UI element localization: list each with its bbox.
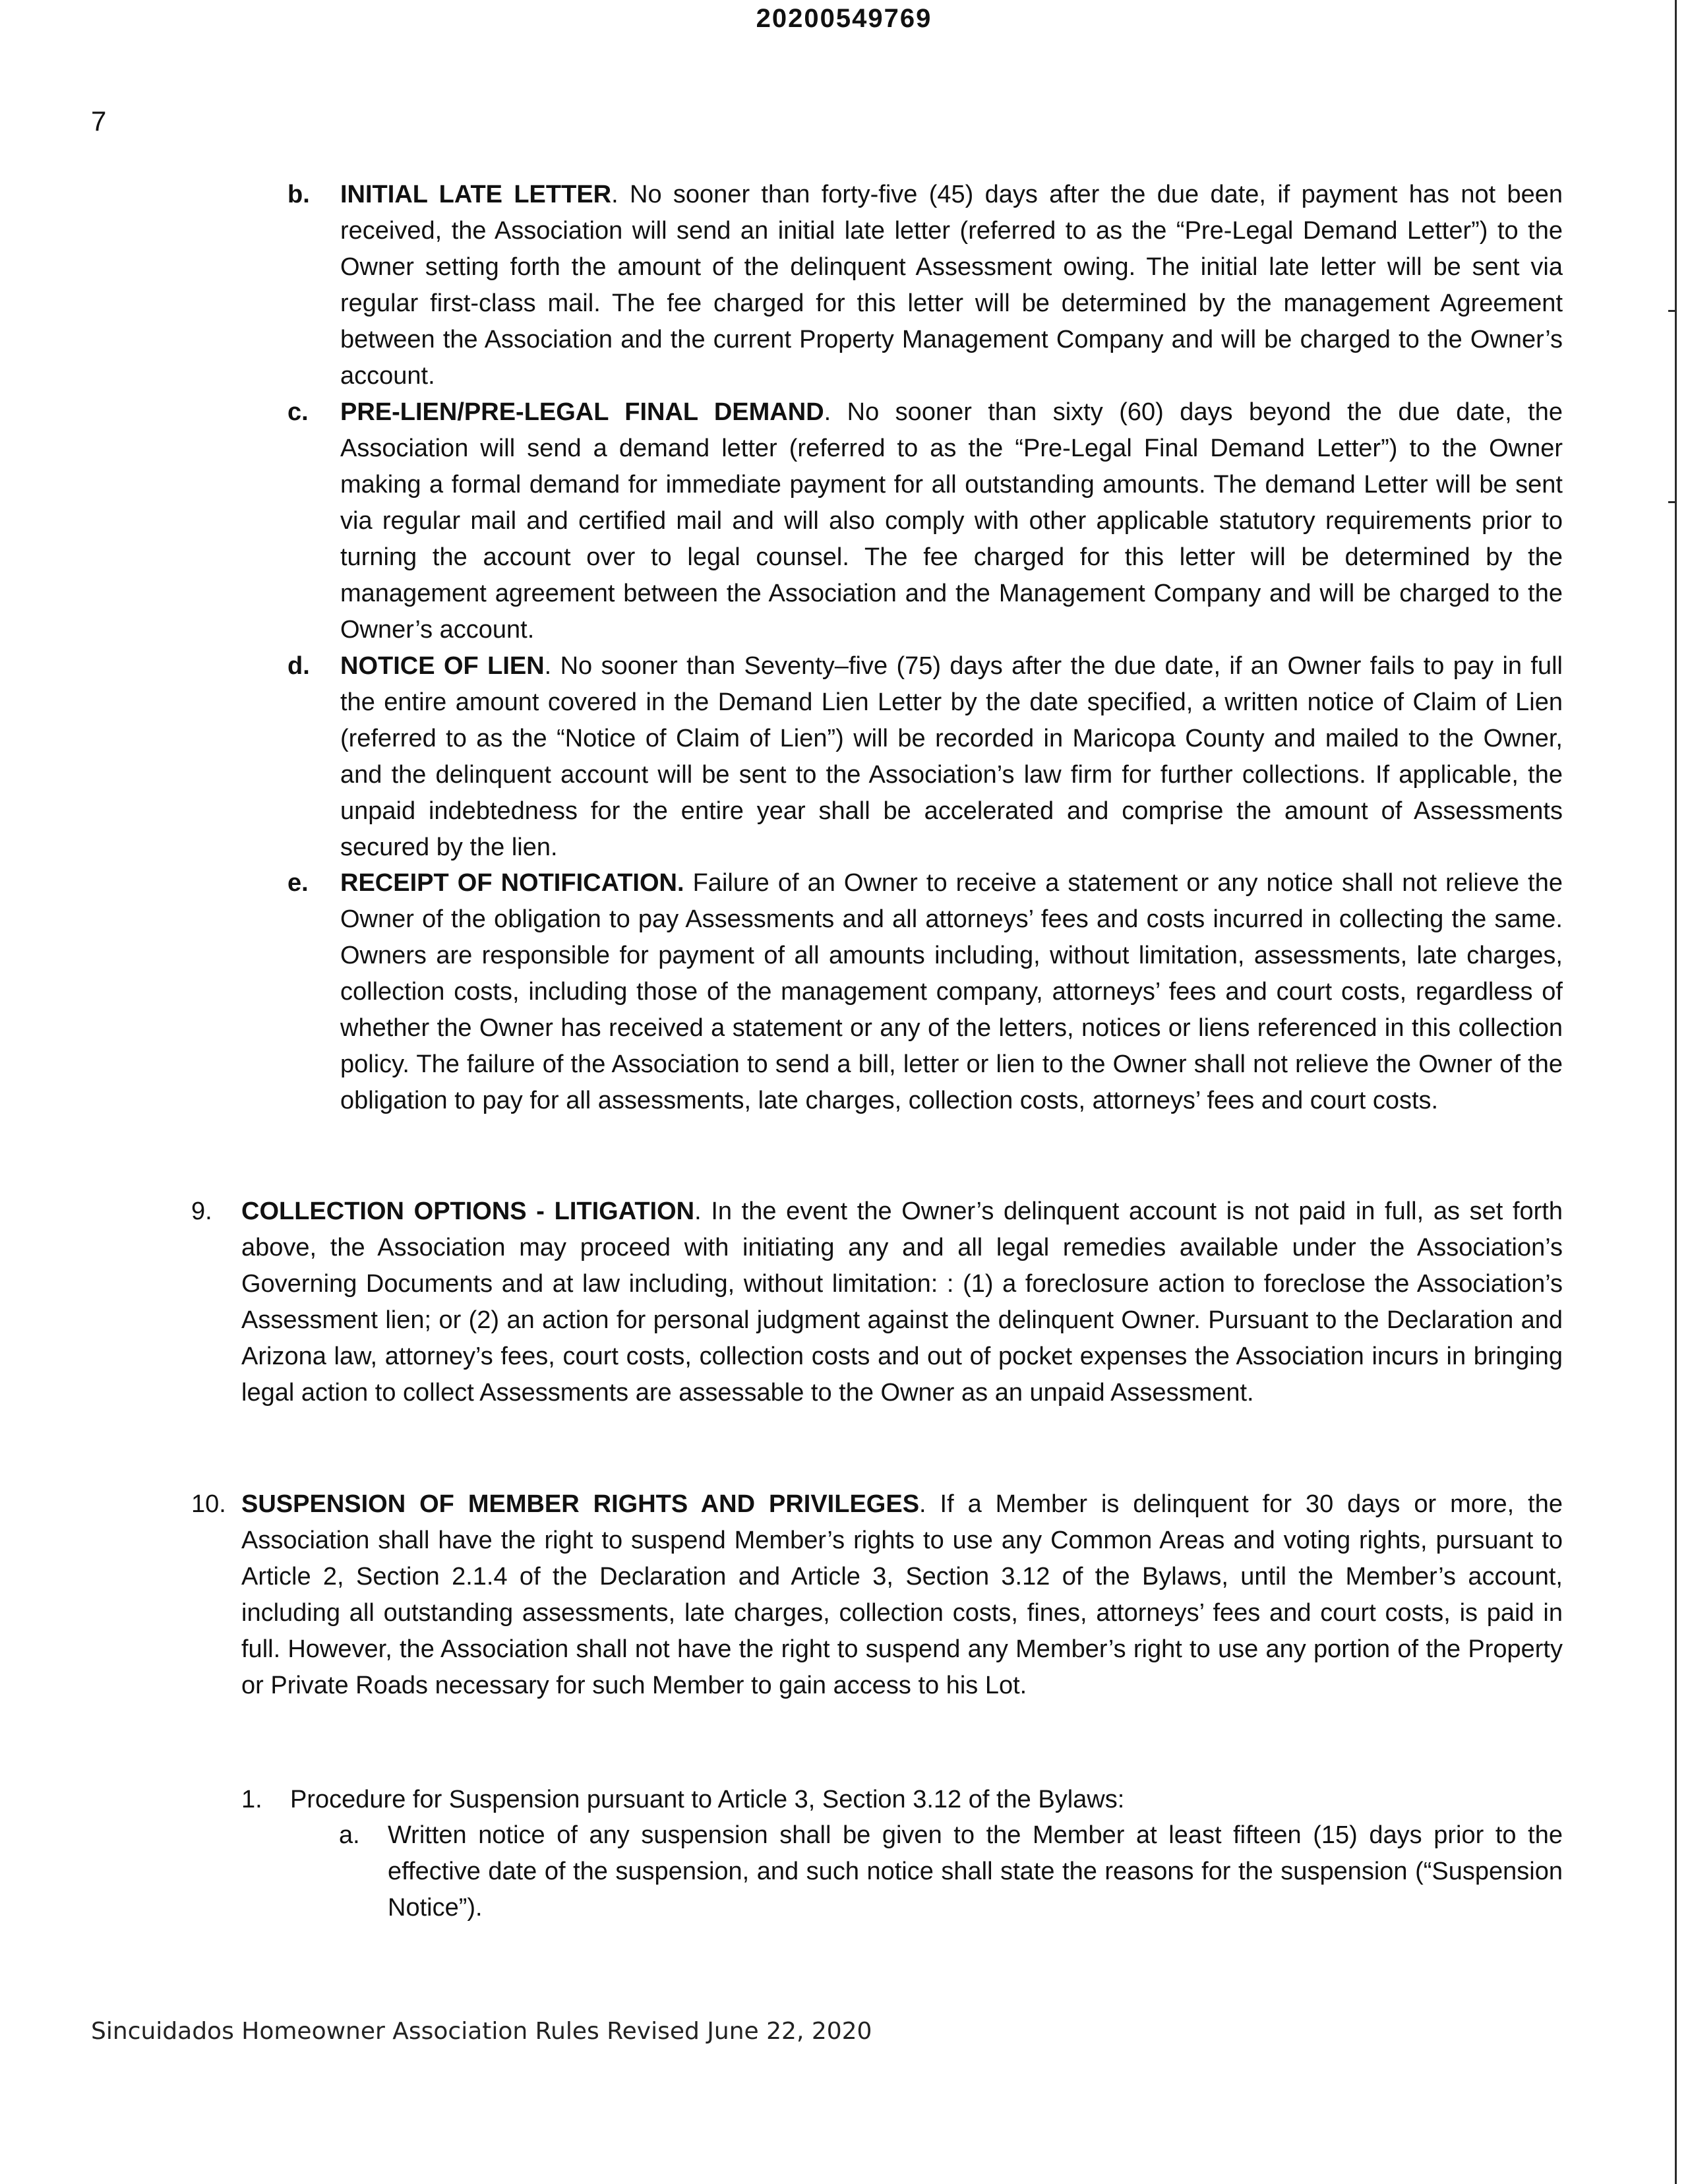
section-heading: SUSPENSION OF MEMBER RIGHTS AND PRIVILEGES (241, 1490, 920, 1518)
scan-edge-mark (1668, 310, 1676, 312)
section-body (241, 1194, 1563, 1411)
item-text: . No sooner than sixty (60) days beyond the due date, the Association will send a demand letter (referred to as the “Pre-Legal Final Demand Letter”) to the Owner making a formal demand for immediate payment for all outstanding amounts. The demand Letter will be sent via regular mail and certified mail and will also comply with other applicable statutory requirements prior to turning the account over to legal counsel. The fee charged for this letter will be determined by the management agreement between the Association and the Management Company and will be charged to the Owner’s account. (340, 398, 1563, 644)
item-heading: NOTICE OF LIEN (340, 652, 545, 680)
scan-edge-line (1675, 0, 1677, 2184)
item-heading: INITIAL LATE LETTER (340, 181, 612, 208)
item-heading: PRE-LIEN/PRE-LEGAL FINAL DEMAND (340, 398, 824, 426)
section-heading: COLLECTION OPTIONS - LITIGATION (241, 1198, 695, 1225)
section-text: . If a Member is delinquent for 30 days or more, the Association shall have the right to suspend Member’s rights to use any Common Areas and voting rights, pursuant to Article 2, Section 2.1.4 of the Declaration and Article 3, Section 3.12 of the Bylaws, until the Member’s account, including all outstanding assessments, late charges, collection costs, fines, attorneys’ fees and court costs, is paid in full. However, the Association shall not have the right to suspend any Member’s right to use any portion of the Property or Private Roads necessary for such Member to gain access to his Lot. (241, 1490, 1563, 1699)
item-text: Failure of an Owner to receive a statement or any notice shall not relieve the Owner of the obligation to pay Assessments and all attorneys’ fees and costs incurred in collecting the same. Owners are responsible for payment of all amounts including, without limitation, assessments, late charges, collection costs, including those of the management company, attorneys’ fees and court costs, regardless of whether the Owner has received a statement or any of the letters, notices or liens referenced in this collection policy. The failure of the Association to send a bill, letter or lien to the Owner shall not relieve the Owner of the obligation to pay for all assessments, late charges, collection costs, attorneys’ fees and court costs. (340, 869, 1563, 1114)
procedure-number: 1. (241, 1786, 262, 1813)
item-body (340, 177, 1563, 394)
item-text: . No sooner than Seventy–five (75) days after the due date, if an Owner fails to pay in full the entire amount covered in the Demand Lien Letter by the date specified, a written notice of Claim of Lien (referred to as the “Notice of Claim of Lien”) will be recorded in Maricopa County and mailed to the Owner, and the delinquent account will be sent to the Association’s law firm for further collections. If applicable, the unpaid indebtedness for the entire year shall be accelerated and comprise the amount of Assessments secured by the lien. (340, 652, 1563, 861)
subitem-text: Written notice of any suspension shall be given to the Member at least fifteen (15) days prior to the effective date of the suspension, and such notice shall state the reasons for the suspension (“Suspension Notice”). (388, 1821, 1563, 1922)
section-body (241, 1486, 1563, 1704)
item-text: . No sooner than forty-five (45) days after the due date, if payment has not been received, the Association will send an initial late letter (referred to as the “Pre-Legal Demand Letter”) to the Owner setting forth the amount of the delinquent Assessment owing. The initial late letter will be sent via regular first-class mail. The fee charged for this letter will be determined by the management Agreement between the Association and the current Property Management Company and will be charged to the Owner’s account. (340, 181, 1563, 390)
item-body (340, 865, 1563, 1119)
item-marker: c. (287, 398, 309, 426)
item-marker: b. (287, 181, 310, 208)
item-body (340, 394, 1563, 648)
item-heading: RECEIPT OF NOTIFICATION. (340, 869, 684, 897)
subitem-marker: a. (339, 1821, 360, 1849)
section-number: 10. (191, 1490, 226, 1518)
item-body (340, 648, 1563, 866)
document-number: 20200549769 (756, 4, 932, 33)
page-number: 7 (91, 106, 107, 136)
item-marker: d. (287, 652, 310, 680)
page-footer: Sincuidados Homeowner Association Rules Revised June 22, 2020 (91, 2018, 872, 2045)
section-number: 9. (191, 1198, 212, 1225)
scan-edge-mark (1668, 501, 1676, 503)
procedure-text: Procedure for Suspension pursuant to Article 3, Section 3.12 of the Bylaws: (290, 1786, 1125, 1813)
section-text: . In the event the Owner’s delinquent account is not paid in full, as set forth above, the Association may proceed with initiating any and all legal remedies available under the Association’s Governing Documents and at law including, without limitation: : (1) a foreclosure action to foreclose the Association’s Assessment lien; or (2) an action for personal judgment against the delinquent Owner. Pursuant to the Declaration and Arizona law, attorney’s fees, court costs, collection costs and out of pocket expenses the Association incurs in bringing legal action to collect Assessments are assessable to the Owner as an unpaid Assessment. (241, 1198, 1563, 1407)
item-marker: e. (287, 869, 309, 897)
